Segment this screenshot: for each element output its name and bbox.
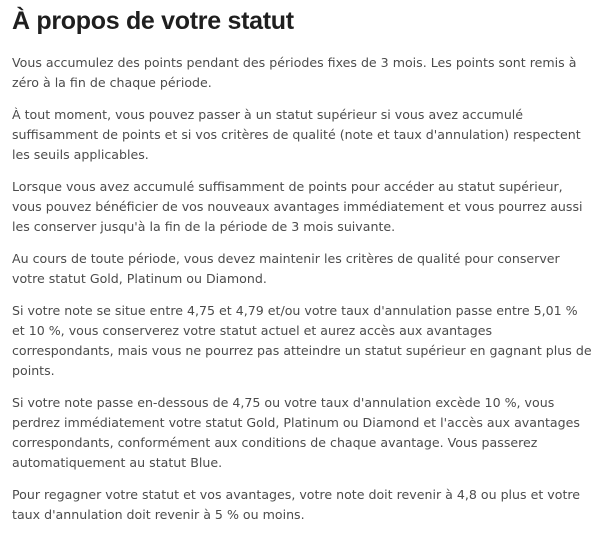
paragraph-status-loss: Si votre note passe en-dessous de 4,75 ou votre taux d'annulation excède 10 %, vous perdrez immédiatement votre statut Gold, Platinum ou Diamond et l'accès aux avantages correspondants, conformément aux conditions de chaque avantage. Vous passerez automatiquement au statut Blue. [12,395,580,470]
page-title: À propos de votre statut [12,7,294,35]
paragraph-points-period: Vous accumulez des points pendant des périodes fixes de 3 mois. Les points sont remis à zéro à la fin de chaque période. [12,55,577,90]
paragraph-upgrade-anytime: À tout moment, vous pouvez passer à un statut supérieur si vous avez accumulé suffisamment de points et si vos critères de qualité (note et taux d'annulation) respectent les seuils applicables. [12,107,581,162]
paragraph-regain-status: Pour regagner votre statut et vos avantages, votre note doit revenir à 4,8 ou plus et votre taux d'annulation doit revenir à 5 % ou moins. [12,487,581,522]
status-info-section [12,4,592,537]
paragraph-maintain-criteria: Au cours de toute période, vous devez maintenir les critères de qualité pour conserver votre statut Gold, Platinum ou Diamond. [12,251,560,286]
paragraph-benefits-immediate: Lorsque vous avez accumulé suffisamment de points pour accéder au statut supérieur, vous pouvez bénéficier de vos nouveaux avantages immédiatement et vous pourrez aussi les conserver jusqu'à la fin de la période de 3 mois suivante. [12,179,583,234]
paragraph-rating-warning: Si votre note se situe entre 4,75 et 4,79 et/ou votre taux d'annulation passe entre 5,01 % et 10 %, vous conserverez votre statut actuel et aurez accès aux avantages correspondants, mais vous ne pourrez pas atteindre un statut supérieur en gagnant plus de points. [12,303,592,378]
status-info-body [12,53,592,525]
